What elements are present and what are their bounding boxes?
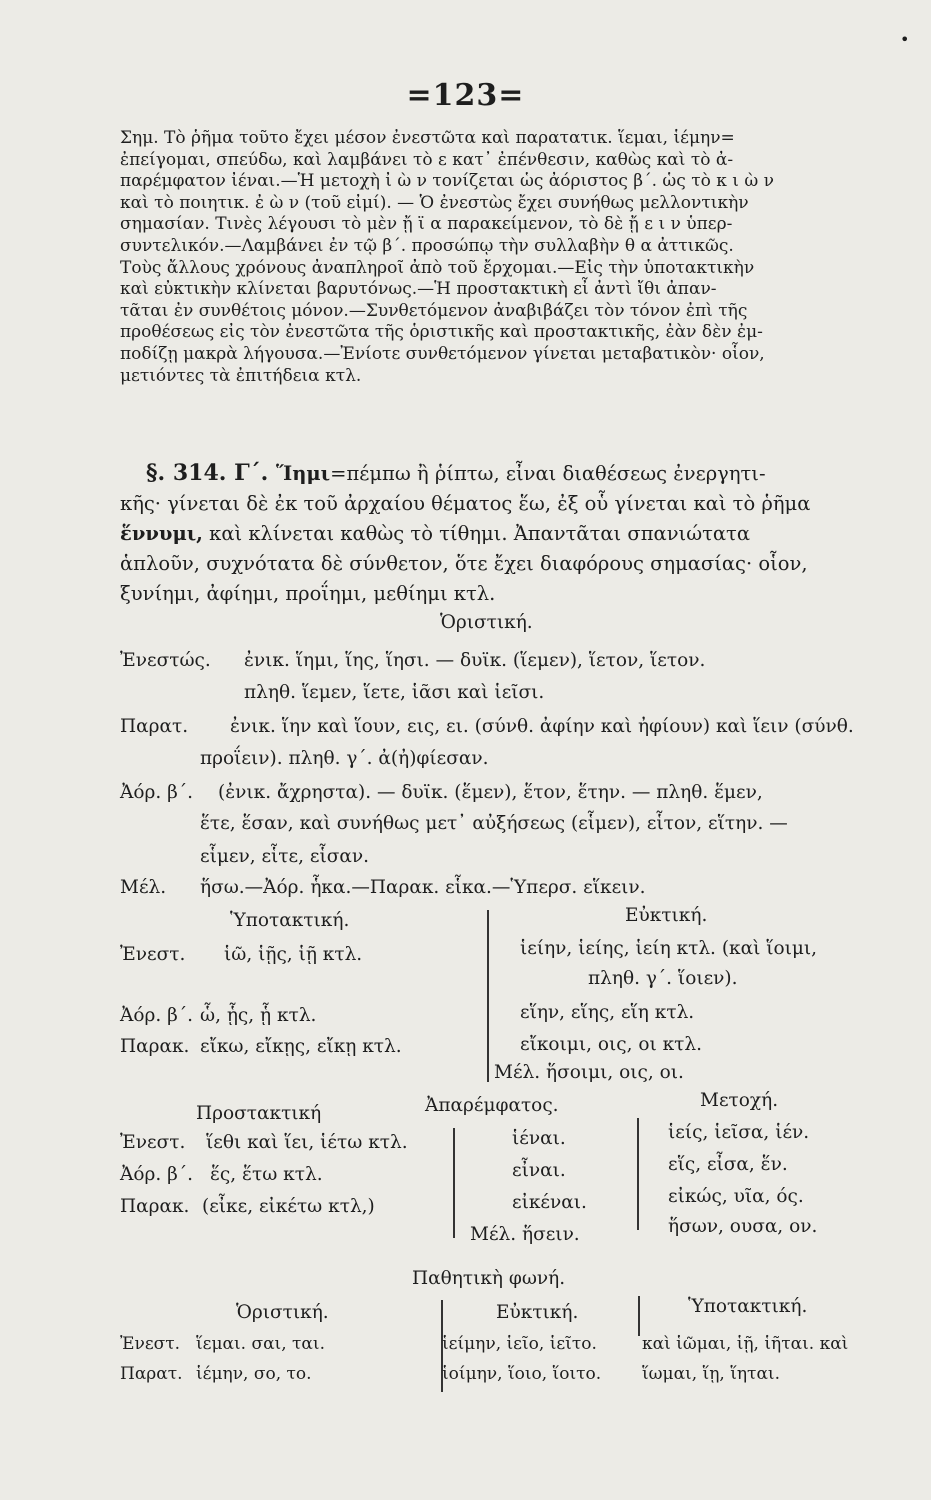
note-line: σημασίαν. Τινὲς λέγουσι τὸ μὲν ᾔ ϊ α παρακείμενον, τὸ δὲ ᾔ ε ι ν ὑπερ- [120,214,733,235]
infinitive-heading: Ἀπαρέμφατος. [425,1095,559,1116]
passive-heading: Παθητικὴ φωνή. [412,1268,566,1289]
note-line: παρέμφατον ἰέναι.—Ἡ μετοχὴ ἰ ὼ ν τονίζεται ὡς ἀόριστος β´. ὡς τὸ κ ι ὼ ν [120,171,774,192]
column-divider [453,1128,455,1238]
note-line: τᾶται ἐν συνθέτοις μόνον.—Συνθετόμενον ἀναβιβάζει τὸν τόνον ἐπὶ τῆς [120,300,748,321]
tense-label: Ἐνεστ. [120,1132,186,1153]
participle-row: εἵς, εἶσα, ἕν. [668,1154,788,1175]
section-line [120,458,865,489]
imperative-row [120,1196,375,1217]
form-text: ἐνικ. ἵημι, ἵης, ἵησι. — δυϊκ. (ἵεμεν), ἵετον, ἵετον. [244,650,706,671]
section-text: =πέμπω ἢ ῥίπτω, εἶναι διαθέσεως ἐνεργητι- [330,462,766,485]
tense-label: Ἐνεστ. [120,1334,181,1354]
participle-row: εἰκώς, υῖα, ός. [668,1186,804,1207]
headword: ἕννυμι, [120,522,203,545]
column-divider [638,1296,640,1336]
form-text: ὧ, ᾗς, ᾗ κτλ. [200,1005,317,1026]
note-line: ποδίζῃ μακρὰ λήγουσα.—Ἐνίοτε συνθετόμενον γίνεται μεταβατικὸν· οἷον, [120,343,765,364]
optative-form: ἱείμην, ἱεῖο, ἱεῖτο. [442,1334,597,1354]
optative-row: Μέλ. ἥσοιμι, οις, οι. [494,1062,684,1083]
note-line: καὶ τὸ ποιητικ. ἐ ὼ ν (τοῦ εἰμί). — Ὁ ἐνεστὼς ἔχει συνήθως μελλοντικὴν [120,192,749,213]
imperative-heading: Προστακτική [196,1103,322,1124]
tense-label: Ἐνεστώς. [120,650,211,671]
passive-subjunctive-heading: Ὑποτακτική. [688,1296,808,1317]
section-line: ἁπλοῦν, συχνότατα δὲ σύνθετον, ὅτε ἔχει διαφόρους σημασίας· οἷον, [120,552,808,575]
infinitive-row: εἶναι. [512,1160,566,1181]
note-line: συντελικόν.—Λαμβάνει ἐν τῷ β´. προσώπῳ τὴν συλλαβὴν θ α ἀττικῶς. [120,235,734,256]
subjunctive-heading: Ὑποτακτική. [230,910,350,931]
optative-heading: Εὐκτική. [625,905,708,926]
page-number: =123= [406,78,525,113]
tense-label: Ἀόρ. β´. [120,1005,193,1026]
infinitive-row: Μέλ. ἥσειν. [470,1224,580,1245]
form-text: ἵεθι καὶ ἵει, ἱέτω κτλ. [206,1132,408,1153]
indicative-row [120,650,705,671]
optative-row: εἴκοιμι, οις, οι κτλ. [520,1034,703,1055]
corner-mark: • [900,30,910,49]
indicative-row: εἷμεν, εἷτε, εἷσαν. [200,846,369,867]
tense-label: Ἀόρ. β´. [120,1164,193,1185]
infinitive-row: ἱέναι. [512,1128,566,1149]
column-divider [487,910,489,1082]
note-line: ἐπείγομαι, σπεύδω, καὶ λαμβάνει τὸ ε κατ᾽ ἐπένθεσιν, καθὼς καὶ τὸ ἀ- [120,149,734,170]
indicative-heading: Ὁριστική. [440,612,533,633]
column-divider [637,1118,639,1230]
indicative-form: ἵεμαι. σαι, ται. [196,1334,325,1354]
form-text: ἥσω.—Ἀόρ. ἧκα.—Παρακ. εἷκα.—Ὑπερσ. εἵκειν. [200,877,646,898]
optative-row: ἱείην, ἱείης, ἱείη κτλ. (καὶ ἵοιμι, [520,938,818,959]
indicative-row: προΐειν). πληθ. γ´. ἀ(ἠ)φίεσαν. [200,748,489,769]
indicative-row [120,877,646,898]
infinitive-row: εἰκέναι. [512,1192,587,1213]
passive-row [120,1364,780,1384]
subjunctive-row [120,1005,316,1026]
tense-label: Παρατ. [120,716,189,737]
section-line: ξυνίημι, ἀφίημι, προΐημι, μεθίημι κτλ. [120,582,496,605]
section-line [120,519,865,549]
section-text: καὶ κλίνεται καθὼς τὸ τίθημι. Ἀπαντᾶται σπανιώτατα [202,522,751,545]
subjunctive-row [120,944,362,965]
participle-row: ἱείς, ἱεῖσα, ἱέν. [668,1122,810,1143]
form-text: εἴκω, εἴκῃς, εἴκῃ κτλ. [200,1036,402,1057]
note-line: Τοὺς ἄλλους χρόνους ἀναπληροῖ ἀπὸ τοῦ ἔρχομαι.—Εἰς τὴν ὑποτακτικὴν [120,257,755,278]
subjunctive-form: καὶ ἱῶμαι, ἱῇ, ἱῆται. καὶ [642,1334,849,1354]
section-number: §. 314. Γ´. [146,460,277,486]
imperative-row [120,1164,323,1185]
indicative-row: πληθ. ἵεμεν, ἵετε, ἱᾶσι καὶ ἱεῖσι. [244,682,545,703]
section-paragraph [120,458,865,609]
form-text: ἐνικ. ἵην καὶ ἵουν, εις, ει. (σύνθ. ἀφίην καὶ ἠφίουν) καὶ ἵειν (σύνθ. [230,716,854,737]
section-line: κῆς· γίνεται δὲ ἐκ τοῦ ἀρχαίου θέματος ἕω, ἐξ οὗ γίνεται καὶ τὸ ῥῆμα [120,492,811,515]
indicative-row [120,782,763,803]
optative-row: πληθ. γ´. ἵοιεν). [588,968,738,989]
note-paragraph [120,128,860,387]
note-line: καὶ εὐκτικὴν κλίνεται βαρυτόνως.—Ἡ προστακτικὴ εἶ ἀντὶ ἴθι ἀπαν- [120,279,717,300]
indicative-row [120,716,854,737]
tense-label: Παρακ. [120,1036,190,1057]
optative-form: ἱοίμην, ἵοιο, ἵοιτο. [442,1364,602,1384]
note-line: μετιόντες τὰ ἐπιτήδεια κτλ. [120,365,362,386]
imperative-row [120,1132,408,1153]
subjunctive-form: ἵωμαι, ἵῃ, ἵηται. [642,1364,780,1384]
tense-label: Ἀόρ. β´. [120,782,193,803]
form-text: (ἐνικ. ἄχρηστα). — δυϊκ. (ἕμεν), ἕτον, ἕτην. — πληθ. ἕμεν, [218,782,763,803]
passive-indicative-heading: Ὁριστική. [236,1302,329,1323]
indicative-form: ἱέμην, σο, το. [196,1364,312,1384]
form-text: ἱῶ, ἱῇς, ἱῇ κτλ. [224,944,363,965]
tense-label: Ἐνεστ. [120,944,186,965]
tense-label: Μέλ. [120,877,167,898]
passive-row [120,1334,848,1354]
tense-label: Παρατ. [120,1364,183,1384]
participle-row: ἥσων, ουσα, ον. [668,1216,818,1237]
tense-label: Παρακ. [120,1196,190,1217]
indicative-row: ἕτε, ἕσαν, καὶ συνήθως μετ᾽ αὐξήσεως (εἷμεν), εἷτον, εἵτην. — [200,813,788,834]
form-text: ἕς, ἕτω κτλ. [210,1164,323,1185]
note-line: προθέσεως εἰς τὸν ἐνεστῶτα τῆς ὁριστικῆς καὶ προστακτικῆς, ἐὰν δὲν ἐμ- [120,322,763,343]
headword: Ἵημι [276,462,331,485]
optative-row: εἵην, εἵης, εἵη κτλ. [520,1002,695,1023]
form-text: (εἶκε, εἰκέτω κτλ,) [202,1196,375,1217]
participle-heading: Μετοχή. [700,1090,779,1111]
note-line: Σημ. Τὸ ῥῆμα τοῦτο ἔχει μέσον ἐνεστῶτα καὶ παρατατικ. ἵεμαι, ἱέμην= [120,128,735,148]
subjunctive-row [120,1036,402,1057]
passive-optative-heading: Εὐκτική. [496,1302,579,1323]
